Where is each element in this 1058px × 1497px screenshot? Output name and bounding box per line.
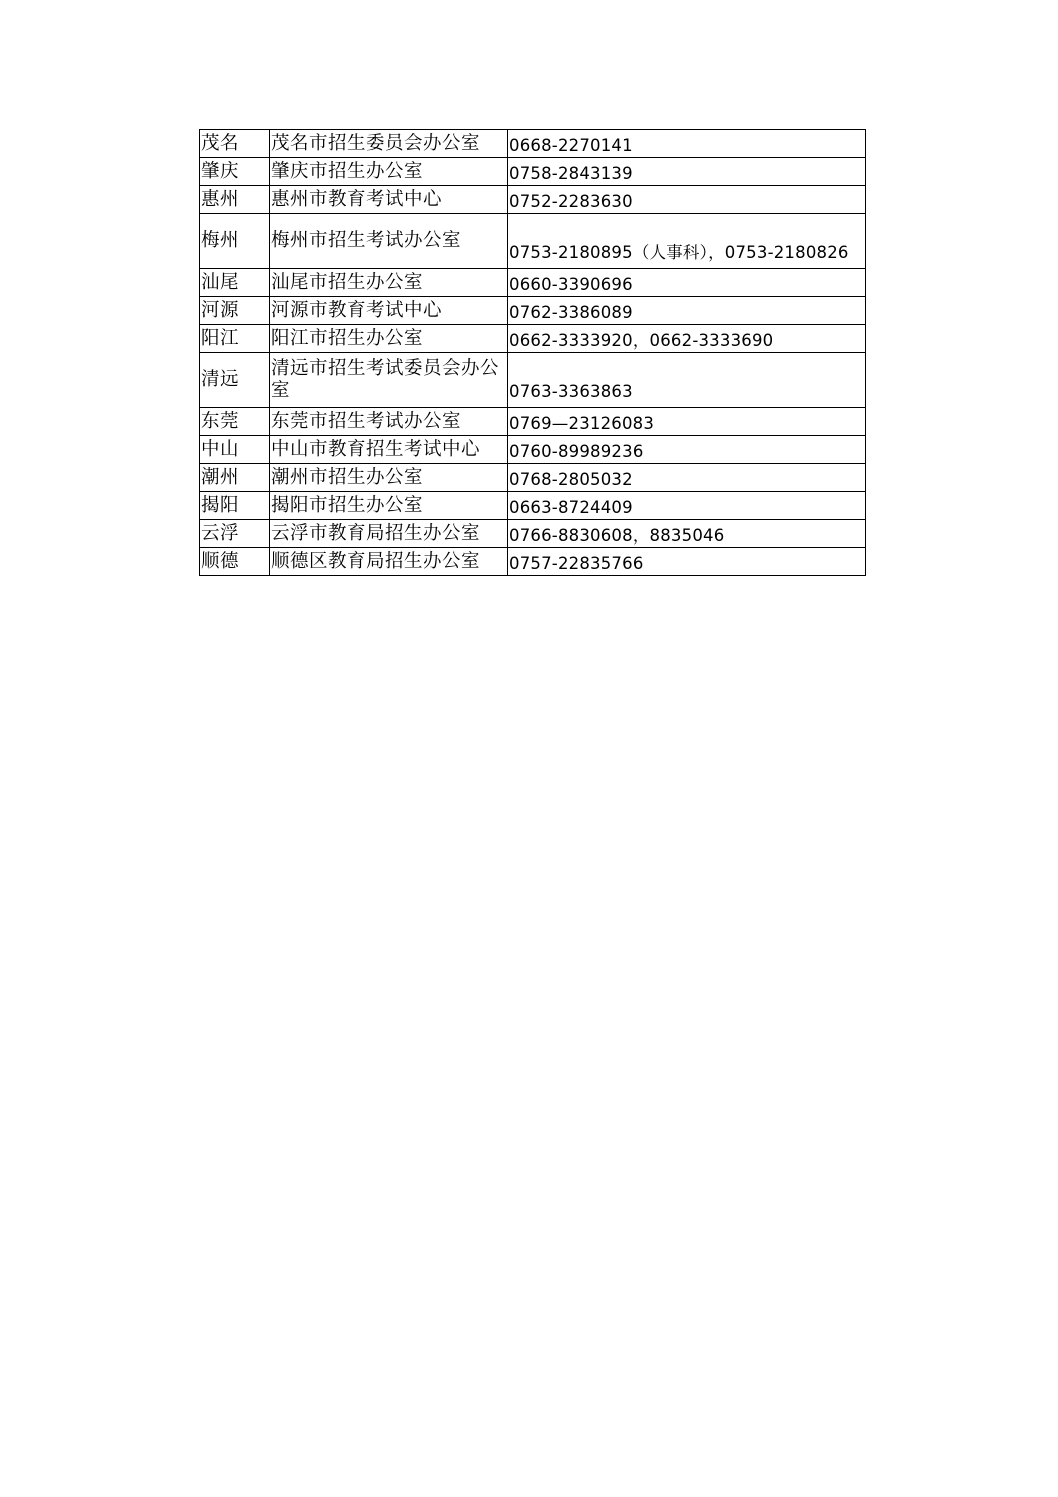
phone-cell: 0757-22835766 [508, 548, 866, 576]
phone-cell: 0760-89989236 [508, 436, 866, 464]
phone-cell: 0668-2270141 [508, 130, 866, 158]
phone-cell: 0769—23126083 [508, 408, 866, 436]
phone-cell: 0662-3333920，0662-3333690 [508, 325, 866, 353]
office-cell: 清远市招生考试委员会办公室 [270, 353, 508, 408]
phone-cell: 0763-3363863 [508, 353, 866, 408]
table-row [200, 269, 866, 297]
table-row [200, 353, 866, 408]
phone-cell: 0752-2283630 [508, 186, 866, 214]
city-cell: 汕尾 [200, 269, 270, 297]
office-cell: 汕尾市招生办公室 [270, 269, 508, 297]
office-cell: 河源市教育考试中心 [270, 297, 508, 325]
contact-table [199, 129, 866, 576]
office-cell: 东莞市招生考试办公室 [270, 408, 508, 436]
office-cell: 梅州市招生考试办公室 [270, 214, 508, 269]
table-row [200, 214, 866, 269]
office-cell: 中山市教育招生考试中心 [270, 436, 508, 464]
city-cell: 东莞 [200, 408, 270, 436]
city-cell: 茂名 [200, 130, 270, 158]
table-row [200, 492, 866, 520]
phone-cell: 0758-2843139 [508, 158, 866, 186]
table-row [200, 325, 866, 353]
office-cell: 揭阳市招生办公室 [270, 492, 508, 520]
table-row [200, 408, 866, 436]
office-cell: 茂名市招生委员会办公室 [270, 130, 508, 158]
phone-cell: 0766-8830608，8835046 [508, 520, 866, 548]
city-cell: 中山 [200, 436, 270, 464]
table-row [200, 436, 866, 464]
table-row [200, 130, 866, 158]
phone-cell: 0753-2180895（人事科），0753-2180826 [508, 214, 866, 269]
table-row [200, 520, 866, 548]
table-row [200, 186, 866, 214]
table-row [200, 464, 866, 492]
office-cell: 云浮市教育局招生办公室 [270, 520, 508, 548]
office-cell: 肇庆市招生办公室 [270, 158, 508, 186]
city-cell: 梅州 [200, 214, 270, 269]
city-cell: 顺德 [200, 548, 270, 576]
city-cell: 潮州 [200, 464, 270, 492]
phone-cell: 0762-3386089 [508, 297, 866, 325]
city-cell: 揭阳 [200, 492, 270, 520]
table-row [200, 548, 866, 576]
phone-cell: 0768-2805032 [508, 464, 866, 492]
city-cell: 清远 [200, 353, 270, 408]
table-row [200, 158, 866, 186]
phone-cell: 0663-8724409 [508, 492, 866, 520]
office-cell: 惠州市教育考试中心 [270, 186, 508, 214]
table-row [200, 297, 866, 325]
city-cell: 惠州 [200, 186, 270, 214]
city-cell: 河源 [200, 297, 270, 325]
phone-cell: 0660-3390696 [508, 269, 866, 297]
office-cell: 顺德区教育局招生办公室 [270, 548, 508, 576]
city-cell: 云浮 [200, 520, 270, 548]
office-cell: 潮州市招生办公室 [270, 464, 508, 492]
city-cell: 阳江 [200, 325, 270, 353]
city-cell: 肇庆 [200, 158, 270, 186]
office-cell: 阳江市招生办公室 [270, 325, 508, 353]
